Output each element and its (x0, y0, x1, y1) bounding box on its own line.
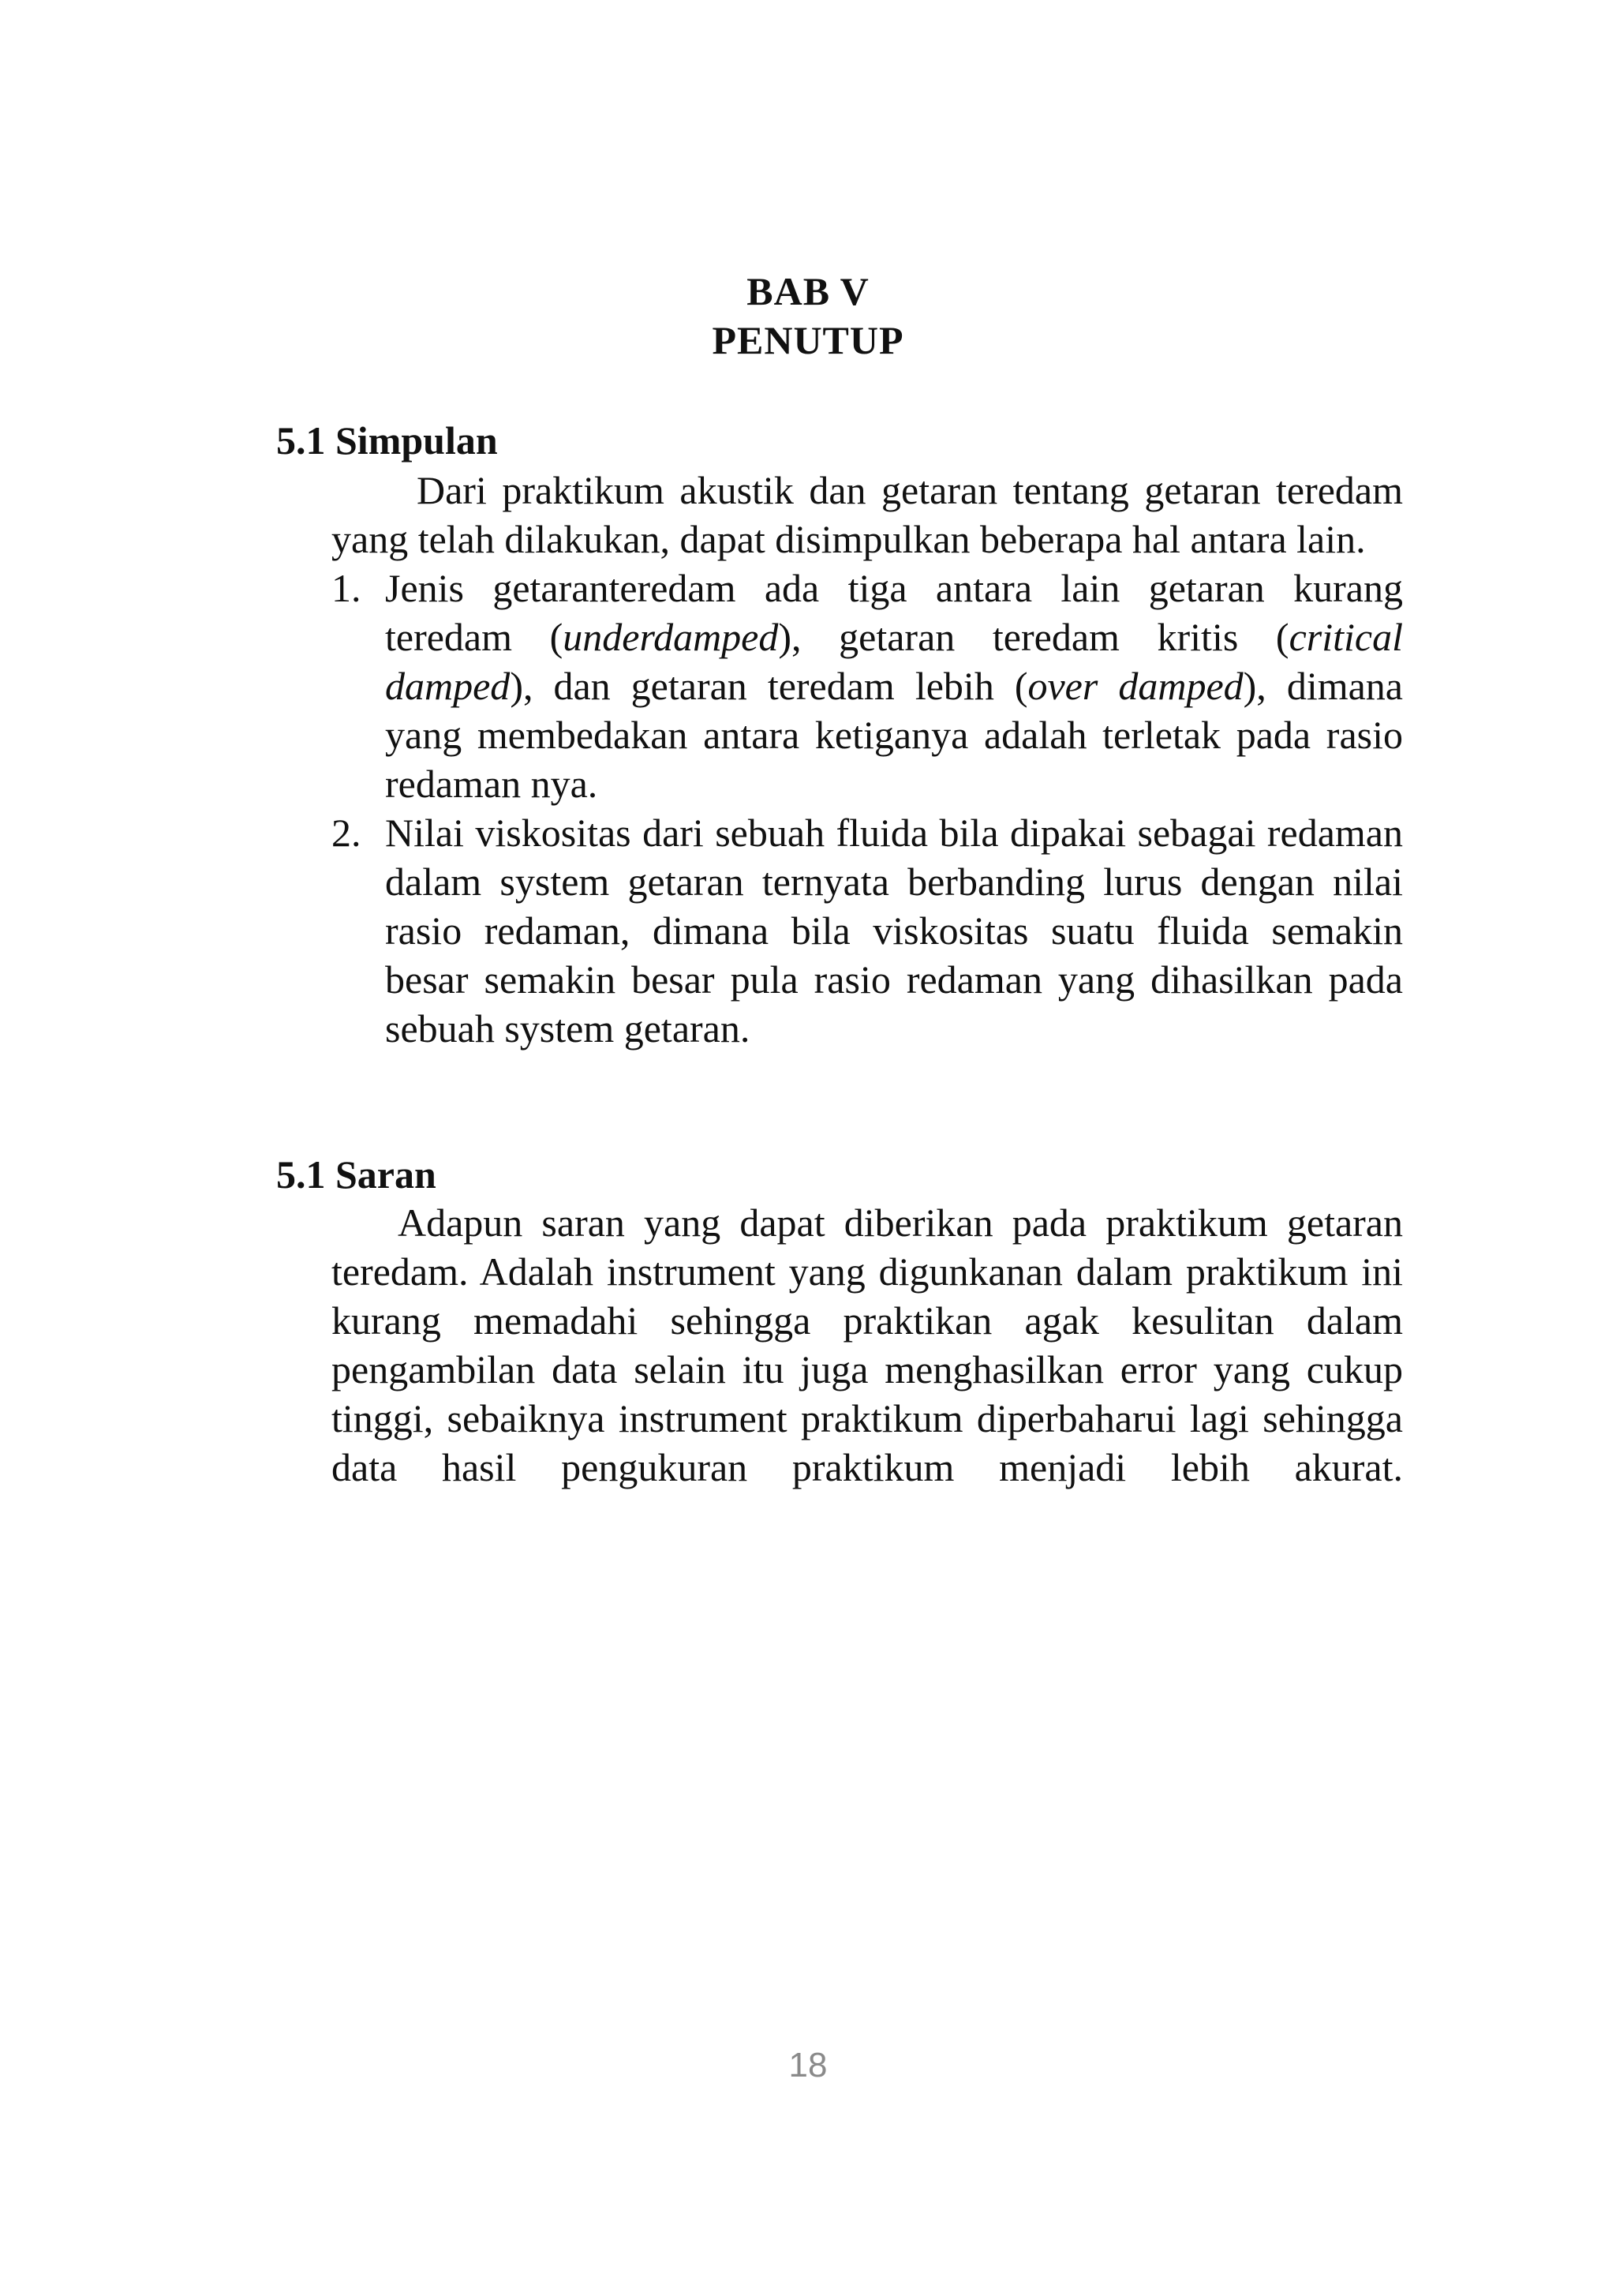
list-item-text: Nilai viskositas dari sebuah fluida bila dipakai sebagai redaman dalam system getaran ternyata berbanding lurus dengan nilai rasio redaman, dimana bila viskositas suatu fluida semakin besar semakin besar pula rasio redaman yang dihasilkan pada sebuah system getaran. (385, 811, 1403, 1051)
page-number: 18 (788, 2046, 828, 2084)
list-item (331, 808, 1403, 1053)
list-item-text: ), dimana yang membedakan antara ketiganya adalah terletak pada rasio redaman nya. (385, 664, 1403, 806)
saran-body (331, 1198, 1403, 1492)
list-item (331, 564, 1403, 808)
term-over-damped: over damped (1027, 664, 1244, 708)
chapter-title: PENUTUP (712, 318, 904, 362)
list-item-text: ), getaran teredam kritis ( (778, 615, 1289, 659)
term-underdamped: underdamped (563, 615, 779, 659)
saran-paragraph: Adapun saran yang dapat diberikan pada praktikum getaran teredam. Adalah instrument yang digunkanan dalam praktikum ini kurang memadahi sehingga praktikan agak kesulitan dalam pengambilan data selain itu juga menghasilkan error yang cukup tinggi, sebaiknya instrument praktikum diperbaharui lagi sehingga data hasil pengukuran praktikum menjadi lebih akurat. (331, 1200, 1403, 1489)
list-item-number: 1. (331, 566, 361, 610)
findings-list (331, 564, 1403, 1053)
section-title-simpulan: 5.1 Simpulan (276, 418, 498, 463)
list-item-text: ), dan getaran teredam lebih ( (510, 664, 1028, 708)
simpulan-intro: Dari praktikum akustik dan getaran tentang getaran teredam yang telah dilakukan, dapat disimpulkan beberapa hal antara lain. (331, 468, 1403, 561)
list-item-text: Jenis getaranteredam ada tiga antara lain getaran kurang teredam ( (385, 566, 1403, 659)
term-critical-damped: critical damped (385, 615, 1403, 708)
chapter-heading (0, 267, 1616, 365)
simpulan-body (331, 466, 1403, 1053)
chapter-number: BAB V (746, 269, 870, 313)
section-title-saran: 5.1 Saran (276, 1152, 436, 1197)
list-item-number: 2. (331, 811, 361, 855)
